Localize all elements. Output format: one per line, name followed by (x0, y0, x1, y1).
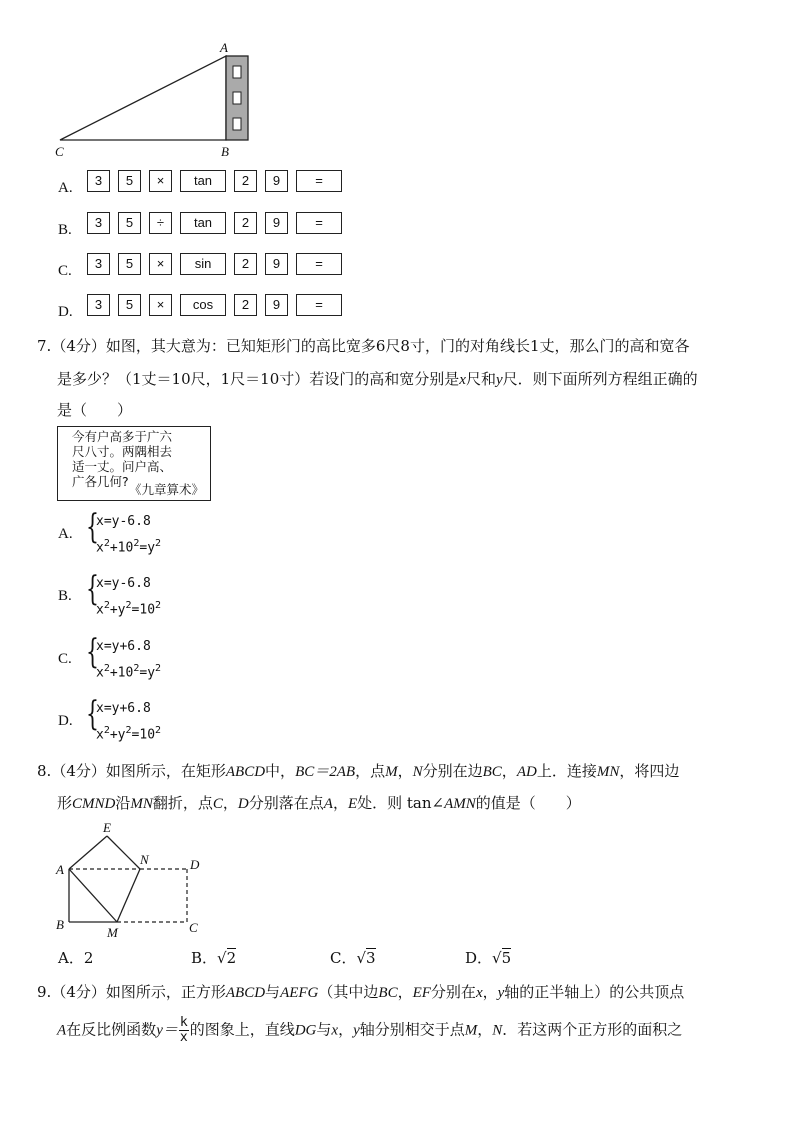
q9-line-1: 9.（4分）如图所示，正方形ABCD与AEFG（其中边BC，EF分别在x，y轴的正半轴上）的公共顶点 (37, 983, 685, 1001)
poem-line: 广各几何? (72, 474, 129, 489)
sqrt-icon: √ (356, 949, 367, 967)
key: 5 (118, 253, 141, 275)
key: 3 (87, 253, 110, 275)
score: （4分） (51, 983, 106, 1001)
poem-box (57, 426, 211, 501)
brace-icon: { (86, 569, 99, 609)
point-c-label: C (189, 920, 198, 935)
option-label: C． (330, 949, 357, 967)
key: = (296, 212, 342, 234)
key: 2 (234, 170, 257, 192)
poem-source: 《九章算术》 (128, 482, 204, 497)
equation-1: x=y-6.8 (96, 514, 151, 529)
point-m-label: M (107, 925, 118, 940)
equation-1: x=y+6.8 (96, 639, 151, 654)
q7-line-1 (37, 336, 690, 356)
key: 3 (87, 212, 110, 234)
option-label: D. (58, 713, 73, 729)
key: 2 (234, 253, 257, 275)
equation-system (86, 632, 196, 681)
triangle-abc (60, 56, 226, 140)
option-label: B. (58, 588, 72, 604)
q8-option-a[interactable] (58, 948, 93, 968)
option-label: C. (58, 263, 72, 279)
key: tan (180, 170, 226, 192)
key: = (296, 170, 342, 192)
window-1 (233, 66, 241, 78)
point-c-label: C (55, 144, 64, 159)
question-number: 9. (37, 983, 52, 1001)
equation-1: x=y-6.8 (96, 576, 151, 591)
brace-icon: { (86, 694, 99, 734)
key: ÷ (149, 212, 172, 234)
window-2 (233, 92, 241, 104)
point-a-label: A (220, 40, 228, 55)
q8-option-b[interactable] (191, 948, 236, 968)
brace-icon: { (86, 507, 99, 547)
key: tan (180, 212, 226, 234)
fraction: $\frac{k}{x}$ (179, 1015, 188, 1045)
q9-line-2: A在反比例函数y＝ $\frac{k}{x}$ 的图象上，直线DG与x，y轴分别相交于点M，N．若这两个正方形的面积之 (57, 1015, 683, 1045)
key: × (149, 170, 172, 192)
var-y: y (495, 372, 503, 388)
question-number: 7. (37, 337, 52, 355)
question-number: 8. (37, 762, 52, 780)
q7-text-2b: 尺和 (465, 370, 496, 388)
equation-system (86, 507, 196, 556)
q8-line-1: 8.（4分）如图所示，在矩形ABCD中，BC＝2AB，点M，N分别在边BC，AD上．连接MN，将四边 (37, 762, 680, 780)
key: × (149, 253, 172, 275)
option-label: B. (58, 222, 72, 238)
key: × (149, 294, 172, 316)
var-x: x (459, 372, 466, 388)
key: 9 (265, 170, 288, 192)
key: 9 (265, 294, 288, 316)
option-label: A． (58, 949, 84, 967)
equation-system (86, 569, 196, 618)
q7-text-2c: 尺．则下面所列方程组正确的 (502, 370, 698, 388)
q8-option-d[interactable] (465, 948, 511, 968)
option-label: A. (58, 526, 73, 542)
score: （4分） (51, 762, 106, 780)
option-label: D． (465, 949, 493, 967)
equation-2: $x^2+10^2=y^2$ (96, 538, 162, 556)
point-e-label: E (103, 820, 111, 835)
option-label: B． (191, 949, 218, 967)
option-label: D. (58, 304, 73, 320)
point-a-label: A (56, 862, 64, 877)
window-3 (233, 118, 241, 130)
key: 5 (118, 212, 141, 234)
q7-text-2a: 是多少？（1丈＝10尺，1尺＝10寸）若设门的高和宽分别是 (57, 370, 460, 388)
q8-line-2: 形CMND沿MN翻折，点C，D分别落在点A，E处．则 tan∠AMN的值是（ ） (57, 794, 581, 812)
poem-line: 尺八寸。两隅相去 (72, 444, 173, 459)
key: 3 (87, 294, 110, 316)
q7-text-1: 如图，其大意为：已知矩形门的高比宽多6尺8寸，门的对角线长1丈，那么门的高和宽各 (105, 337, 690, 355)
score: （4分） (51, 337, 106, 355)
option-value: 2 (83, 949, 94, 967)
key: 2 (234, 294, 257, 316)
point-d-label: D (190, 857, 200, 872)
equation-2: $x^2+10^2=y^2$ (96, 663, 162, 681)
key: 9 (265, 253, 288, 275)
equation-1: x=y+6.8 (96, 701, 151, 716)
key: 5 (118, 294, 141, 316)
key: cos (180, 294, 226, 316)
option-label: C. (58, 651, 72, 667)
sqrt-icon: √ (217, 949, 227, 967)
key: 2 (234, 212, 257, 234)
poem-line: 今有户高多于广六 (72, 429, 173, 444)
point-n-label: N (140, 852, 149, 867)
q7-line-2 (57, 369, 698, 390)
equation-2: $x^2+y^2=10^2$ (96, 600, 162, 618)
brace-icon: { (86, 632, 99, 672)
point-b-label: B (221, 144, 229, 159)
key: 9 (265, 212, 288, 234)
poem-line: 适一丈。问户高、 (72, 459, 173, 474)
key: = (296, 253, 342, 275)
equation-system (86, 694, 196, 743)
point-b-label: B (56, 917, 64, 932)
option-value: 3 (366, 949, 376, 967)
equation-2: $x^2+y^2=10^2$ (96, 725, 162, 743)
option-label: A. (58, 180, 73, 196)
key: = (296, 294, 342, 316)
key: 5 (118, 170, 141, 192)
q6-figure (50, 38, 270, 163)
key: sin (180, 253, 226, 275)
sqrt-icon: √ (492, 949, 502, 967)
q8-option-c[interactable] (330, 948, 376, 968)
q7-line-3: 是（ ） (57, 401, 133, 419)
option-value: 2 (226, 949, 237, 967)
key: 3 (87, 170, 110, 192)
option-value: 5 (501, 949, 512, 967)
